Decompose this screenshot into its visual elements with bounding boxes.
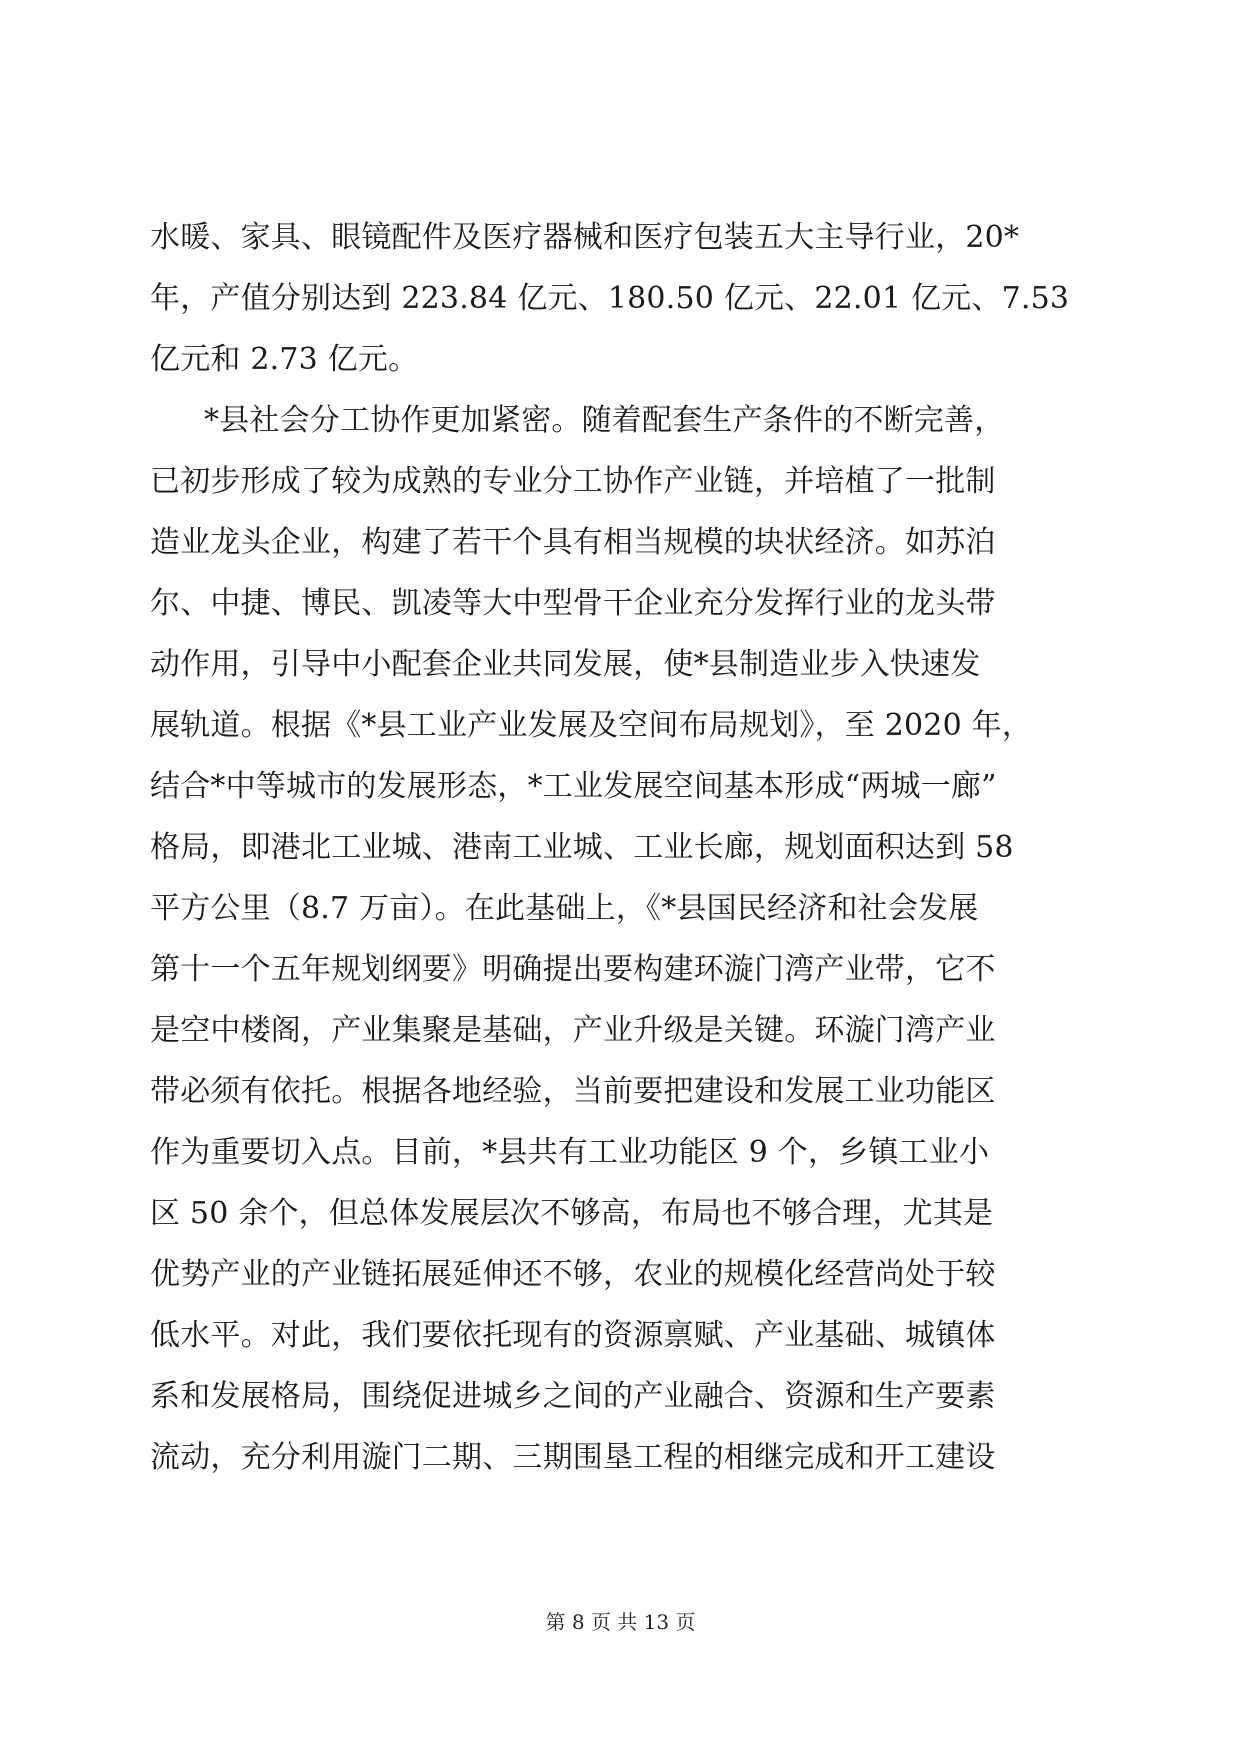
- text-line: 结合*中等城市的发展形态，*工业发展空间基本形成“两城一廊”: [150, 769, 997, 804]
- text-line: 第十一个五年规划纲要》明确提出要构建环漩门湾产业带，它不: [150, 952, 996, 987]
- text-line: 是空中楼阁，产业集聚是基础，产业升级是关键。环漩门湾产业: [150, 1013, 996, 1048]
- text-line: 系和发展格局，围绕促进城乡之间的产业融合、资源和生产要素: [150, 1379, 996, 1414]
- text-line: 水暖、家具、眼镜配件及医疗器械和医疗包装五大主导行业，20*: [150, 220, 1020, 255]
- text-line: 区 50 余个，但总体发展层次不够高，布局也不够合理，尤其是: [150, 1196, 994, 1231]
- text-line: 低水平。对此，我们要依托现有的资源禀赋、产业基础、城镇体: [150, 1318, 996, 1353]
- text-line: 已初步形成了较为成熟的专业分工协作产业链，并培植了一批制: [150, 464, 996, 499]
- text-line: 平方公里（8.7 万亩）。在此基础上，《*县国民经济和社会发展: [150, 891, 979, 926]
- text-line: 带必须有依托。根据各地经验，当前要把建设和发展工业功能区: [150, 1074, 996, 1109]
- text-line: 年，产值分别达到 223.84 亿元、180.50 亿元、22.01 亿元、7.53: [150, 281, 1070, 316]
- page-footer: 第 8 页 共 13 页: [545, 1610, 696, 1634]
- text-line: 优势产业的产业链拓展延伸还不够，农业的规模化经营尚处于较: [150, 1257, 996, 1292]
- text-line: 格局，即港北工业城、港南工业城、工业长廊，规划面积达到 58: [150, 830, 1014, 865]
- text-line: 作为重要切入点。目前，*县共有工业功能区 9 个，乡镇工业小: [150, 1135, 990, 1170]
- text-line: 造业龙头企业，构建了若干个具有相当规模的块状经济。如苏泊: [150, 525, 996, 560]
- text-line: 动作用，引导中小配套企业共同发展，使*县制造业步入快速发: [150, 647, 981, 682]
- text-line: 展轨道。根据《*县工业产业发展及空间布局规划》，至 2020 年，: [150, 708, 1033, 743]
- text-line: 流动，充分利用漩门二期、三期围垦工程的相继完成和开工建设: [150, 1440, 996, 1475]
- text-line: 亿元和 2.73 亿元。: [150, 342, 419, 377]
- paragraph-start-line: *县社会分工协作更加紧密。随着配套生产条件的不断完善，: [204, 403, 1005, 438]
- text-line: 尔、中捷、博民、凯凌等大中型骨干企业充分发挥行业的龙头带: [150, 586, 996, 621]
